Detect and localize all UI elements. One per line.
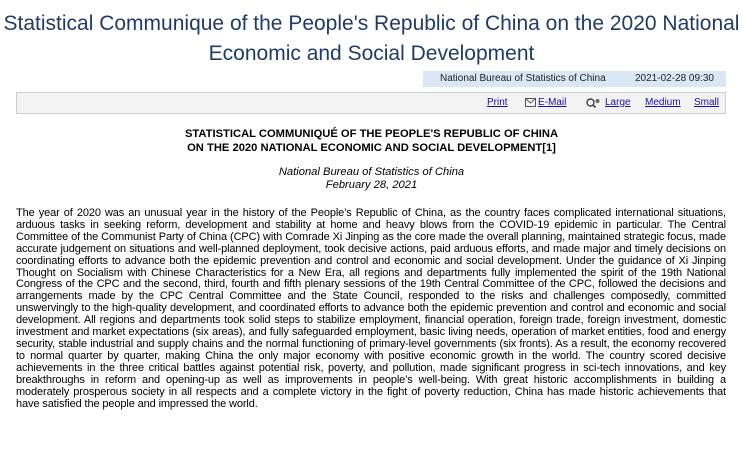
page-title [0, 0, 743, 69]
print-link[interactable]: Print [487, 97, 508, 108]
article-date: 2021-02-28 09:30 [635, 73, 714, 84]
document-heading-line1: STATISTICAL COMMUNIQUÉ OF THE PEOPLE'S REPUBLIC OF CHINA [184, 128, 559, 140]
magnifier-icon [586, 98, 600, 108]
font-size-small-link[interactable]: Small [694, 97, 720, 108]
document-paragraph: The year of 2020 was an unusual year in the history of the People’s Republic of China, as the country faces complicated international situations, arduous tasks in seeking reform, development and stability at home and heavy blows from the COVID-19 epidemic in particular. The Central Committee of the Communist Party of China (CPC) with Comrade Xi Jinping as the core made the overall planning, maintained strategic focus, made accurate judgement on situations and well-planned deployment, took decisive actions, paid arduous efforts, and made major and timely decisions on coordinating efforts to advance both the epidemic prevention and control and economic and social development. Under the guidance of Xi Jinping Thought on Socialism with Chinese Characteristics for a New Era, all regions and departments fully implemented the spirit of the 19th National Congress of the CPC and the second, third, fourth and fifth plenary sessions of the 19th Central Committee of the CPC, followed the decisions and arrangements made by the CPC Central Committee and the State Council, responded to the risks and challenges composedly, committed unswervingly to the high-quality development, and coordinated efforts to advance both the epidemic prevention and control and economic and social development. All regions and departments took solid steps to stabilize employment, financial operation, foreign trade, foreign investment, domestic investment and market expectations (six areas), and fully safeguarded employment, basic living needs, operation of market entities, food and energy security, stable industrial and supply chains and the normal functioning of primary-level governments (six fronts). As a result, the economy recovered to normal quarter by quarter, making China the only major economy with positive economic growth in the world. The country scored decisive achievements in the three critical battles against potential risk, poverty, and pollution, made significant progress in sci-tech innovations, and key breakthroughs in reform and opening-up as well as improvements in people’s well-being. With great historic accomplishments in building a moderately prosperous society in all respects and a complete victory in the fight of poverty reduction, China has made historic achievements that have satisfied the people and impressed the world. [16, 207, 726, 410]
document-heading-line2: ON THE 2020 NATIONAL ECONOMIC AND SOCIAL DEVELOPMENT[1] [187, 142, 556, 154]
byline-organization: National Bureau of Statistics of China [278, 166, 465, 178]
page-title-line2: Economic and Social Development [208, 42, 535, 65]
email-link[interactable] [525, 93, 566, 113]
font-size-large-link[interactable]: Large [605, 97, 631, 108]
envelope-icon [525, 98, 536, 107]
byline-date: February 28, 2021 [325, 178, 418, 191]
document-heading [0, 127, 743, 155]
font-size-medium-link[interactable]: Medium [645, 97, 681, 108]
page-title-line1: Statistical Communique of the People's Republic of China on the 2020 National [3, 12, 740, 35]
article-toolbar [16, 92, 726, 114]
document-byline [0, 166, 743, 191]
article-source: National Bureau of Statistics of China [440, 73, 606, 84]
article-meta-bar [423, 71, 726, 87]
email-link-label: E-Mail [538, 97, 567, 108]
